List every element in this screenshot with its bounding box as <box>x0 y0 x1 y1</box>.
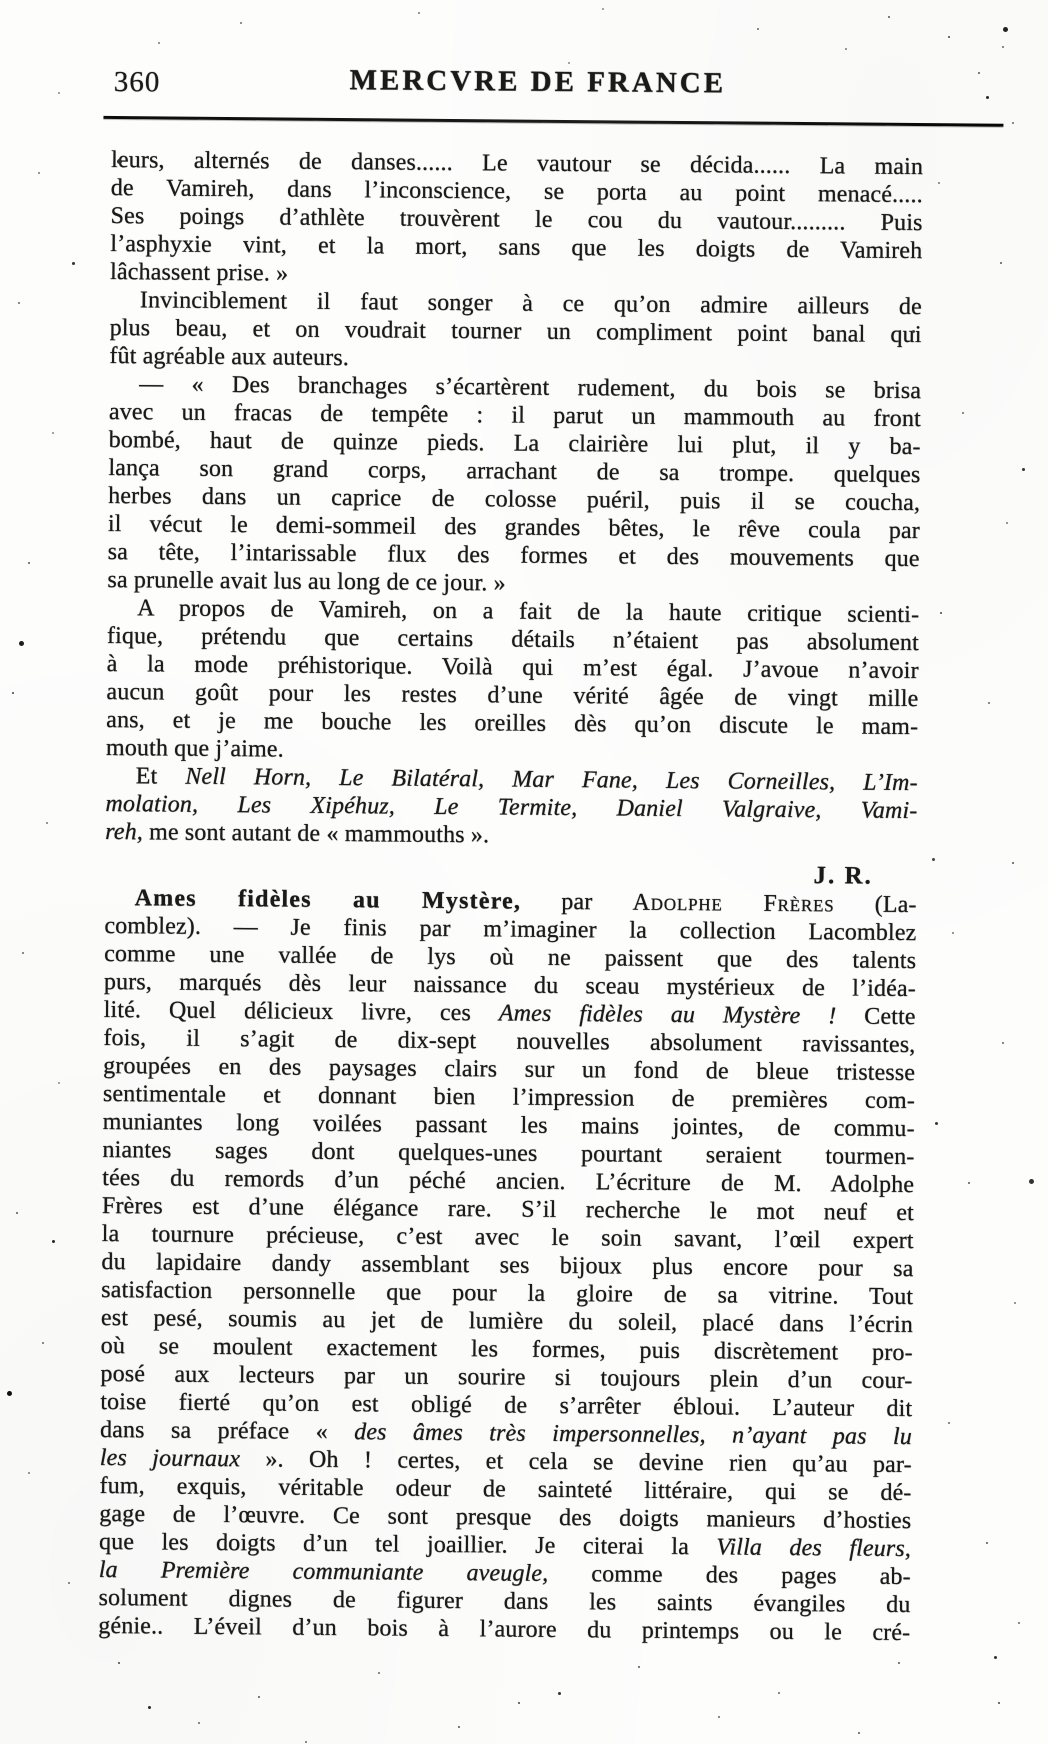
text-line: Et Nell Horn, Le Bilatéral, Mar Fane, Les Corneilles, L’Im- <box>135 763 918 797</box>
text-line: il vécut le demi-sommeil des grandes bêtes, le rêve coula par <box>107 510 920 545</box>
text-line: mouth que j’aime. <box>105 734 284 763</box>
text-line: que les doigts d’un tel joaillier. Je citerai la Villa des fleurs, <box>98 1528 912 1563</box>
text-line: ans, et je me bouche les oreilles dès qu’on discute le mam- <box>106 706 919 741</box>
text-line: posé aux lecteurs par un sourire si toujours plein d’un cour- <box>100 1360 913 1395</box>
text-line: — « Des branchages s’écartèrent rudement, du bois se brisa <box>139 371 922 405</box>
text-line: sa tête, l’intarissable flux des formes et des mouvements que <box>107 538 920 573</box>
text-line: les journaux ». Oh ! certes, et cela se devine rien qu’au par- <box>99 1444 912 1479</box>
text-line: Invinciblement il faut songer à ce qu’on admire ailleurs de <box>139 287 922 321</box>
text-line: sentimentale et donnant bien l’impression de premières com- <box>102 1080 916 1115</box>
text-line: du lapidaire dandy assemblant ses bijoux plus encore pour sa <box>101 1248 914 1283</box>
text-line: groupées en des paysages clairs sur un fond de bleue tristesse <box>103 1052 916 1087</box>
text-line: avec un fracas de tempête : il parut un mammouth au front <box>108 398 921 433</box>
text-line: comblez). — Je finis par m’imaginer la collection Lacomblez <box>104 912 917 947</box>
text-line: aucun goût pour les restes d’une vérité âgée de vingt mille <box>106 678 919 713</box>
text-line: solument dignes de figurer dans les saints évangiles du <box>98 1584 911 1619</box>
text-line: A propos de Vamireh, on a fait de la haute critique scienti- <box>137 595 920 629</box>
text-line: reh, me sont autant de « mammouths ». <box>105 818 490 849</box>
text-line: lança son grand corps, arrachant de sa trompe. quelques <box>108 454 921 489</box>
paragraph-vamireh-quote-1 <box>110 146 923 293</box>
text-line: la Première communiante aveugle, comme des pages ab- <box>98 1556 911 1591</box>
text-line: bombé, haut de quinze pieds. La clairière lui plut, il y ba- <box>108 426 921 461</box>
text-line: muniantes long voilées passant les mains jointes, de commu- <box>102 1108 915 1143</box>
reviewer-signature: J. R. <box>813 862 873 890</box>
paragraph-vamireh-critique <box>106 594 919 769</box>
text-line: où se moulent exactement les formes, puis discrètement pro- <box>100 1332 913 1367</box>
text-line: herbes dans un caprice de colosse puéril, puis il se coucha, <box>108 482 921 517</box>
text-line: plus beau, et on voudrait tourner un compliment point banal qui <box>109 314 922 349</box>
text-line: à la mode préhistorique. Voilà qui m’est égal. J’avoue n’avoir <box>106 650 919 685</box>
scan-noise-large <box>0 0 3 3</box>
text-line: Ames fidèles au Mystère, par Adolphe Frères (La- <box>134 885 917 919</box>
paragraph-vamireh-titles <box>105 762 918 853</box>
text-line: l’asphyxie vint, et la mort, sans que les doigts de Vamireh <box>110 230 923 265</box>
paragraph-ames-review <box>98 884 917 1647</box>
text-line: leurs, alternés de danses...... Le vautour se décida...... La main <box>110 146 924 181</box>
text-line: fum, exquis, véritable odeur de sainteté littéraire, qui se dé- <box>99 1472 912 1507</box>
text-line: gage de l’œuvre. Ce sont presque des doigts manieurs d’hosties <box>99 1500 912 1535</box>
journal-title: MERCVRE DE FRANCE <box>349 64 727 100</box>
scan-content <box>98 56 924 1647</box>
text-line: toise fierté qu’on est obligé de s’arrêter ébloui. L’auteur dit <box>100 1388 913 1423</box>
page-header <box>111 56 923 123</box>
text-line: fique, prétendu que certains détails n’étaient pas absolument <box>106 622 920 657</box>
text-line: dans sa préface « des âmes très impersonnelles, n’ayant pas lu <box>99 1416 913 1451</box>
text-line: niantes sages dont quelques-unes pourtant seraient tourmen- <box>102 1136 915 1171</box>
text-line: tées du remords d’un péché ancien. L’écriture de M. Adolphe <box>102 1164 915 1199</box>
text-line: purs, marqués dès leur naissance du sceau mystérieux de l’idéa- <box>103 968 917 1003</box>
text-line: comme une vallée de lys où ne paissent que des talents <box>104 940 917 975</box>
text-line: satisfaction personnelle que pour la gloire de sa vitrine. Tout <box>101 1276 914 1311</box>
text-line: est pesé, soumis au jet de lumière du soleil, placé dans l’écrin <box>100 1304 914 1339</box>
text-line: sa prunelle avait lus au long de ce jour. » <box>107 566 506 597</box>
text-line: Ses poings d’athlète trouvèrent le cou du vautour......... Puis <box>110 202 923 237</box>
scan-noise-small <box>0 0 2 2</box>
text-line: Frères est d’une élégance rare. S’il recherche le mot neuf et <box>101 1192 915 1227</box>
paragraph-vamireh-quote-2 <box>107 370 921 601</box>
paragraph-vamireh-comment <box>109 286 922 377</box>
page-number: 360 <box>113 66 161 99</box>
text-line: fût agréable aux auteurs. <box>109 342 350 372</box>
text-line: génie.. L’éveil d’un bois à l’aurore du printemps ou le cré- <box>98 1612 911 1647</box>
text-line: fois, il s’agit de dix-sept nouvelles absolument ravissantes, <box>103 1024 916 1059</box>
text-line: lité. Quel délicieux livre, ces Ames fidèles au Mystère ! Cette <box>103 996 916 1031</box>
article-body <box>98 146 923 1647</box>
text-line: lâchassent prise. » <box>110 258 289 287</box>
text-line: la tournure précieuse, c’est avec le soin savant, l’œil expert <box>101 1220 914 1255</box>
text-line: de Vamireh, dans l’inconscience, se porta au point menacé..... <box>110 174 923 209</box>
text-line: molation, Les Xipéhuz, Le Termite, Daniel Valgraive, Vami- <box>105 790 918 825</box>
